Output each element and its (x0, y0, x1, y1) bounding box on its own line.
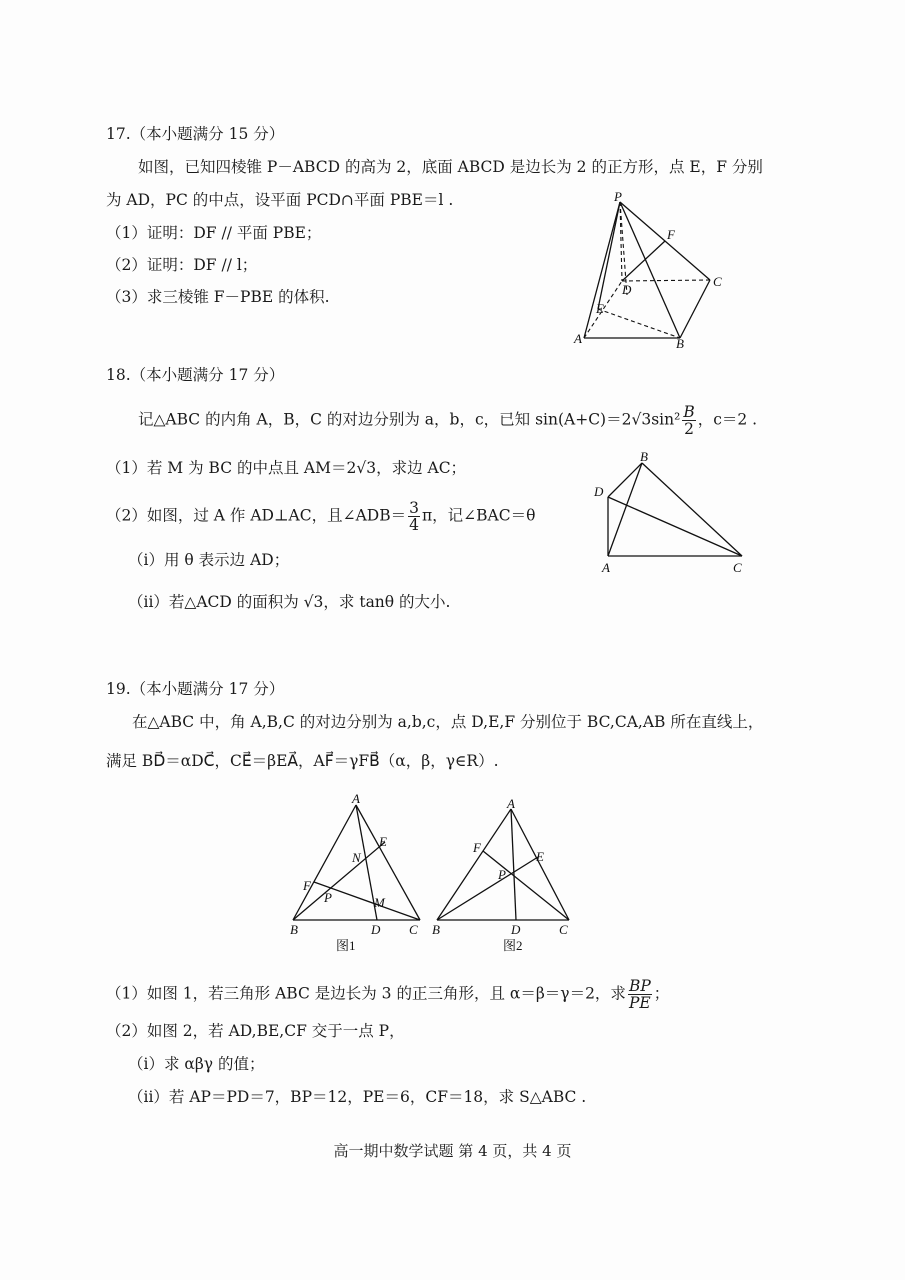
q17-stem-line1: 如图，已知四棱锥 P－ABCD 的高为 2，底面 ABCD 是边长为 2 的正方形，点 E，F 分别 (138, 158, 763, 176)
q19-figure1 (282, 790, 432, 955)
q18-label-B: B (640, 449, 648, 464)
q19-fig2-label-P: P (498, 867, 506, 882)
q18-part2-b: π，记∠BAC＝θ (421, 506, 536, 525)
q18-label-C: C (733, 560, 742, 575)
q18-part2 (106, 500, 535, 533)
q19-figure2 (425, 795, 575, 955)
q19-fig2-label-B: B (432, 922, 440, 937)
q19-fig1-label-N: N (352, 850, 361, 865)
q19-fig1-label-E: E (379, 834, 387, 849)
q19-stem-line2: 满足 BD⃗＝αDC⃗，CE⃗＝βEA⃗，AF⃗＝γFB⃗（α，β，γ∈R）. (106, 752, 499, 770)
q19-fig2-label-A: A (507, 796, 515, 811)
q19-fig2-label-E: E (536, 849, 544, 864)
q18-heading: 18.（本小题满分 17 分） (106, 366, 285, 384)
q19-part1-b: ； (653, 984, 670, 1003)
q18-stem-part-a: 记△ABC 的内角 A，B，C 的对边分别为 a，b，c，已知 sin(A+C)＝2√3sin² (138, 410, 681, 429)
page-footer: 高一期中数学试题 第 4 页，共 4 页 (333, 1142, 572, 1160)
q17-label-P: P (614, 189, 622, 204)
q19-fig1-label-B: B (290, 922, 298, 937)
q19-fig2-label-C: C (559, 922, 568, 937)
q19-fig1-label-D: D (371, 922, 381, 937)
q19-part2-i: （i）求 αβγ 的值； (128, 1055, 265, 1073)
q19-fig2-label-F: F (473, 840, 481, 855)
q19-fig1-label-M: M (374, 895, 385, 910)
q19-part1 (106, 978, 669, 1011)
q19-fig1-label-F: F (303, 878, 311, 893)
q17-label-D: D (622, 282, 632, 297)
q18-stem-frac-denominator: 2 (684, 420, 694, 438)
q17-label-B: B (676, 336, 684, 351)
q18-part2-frac-numerator: 3 (409, 499, 419, 517)
q19-fig1-label-P: P (324, 890, 332, 905)
q18-stem-part-b: ，c＝2 . (697, 410, 758, 429)
q19-heading: 19.（本小题满分 17 分） (106, 680, 285, 698)
q17-label-E: E (596, 301, 604, 316)
q19-fig1-caption: 图1 (336, 938, 356, 953)
q18-part2-a: （2）如图，过 A 作 AD⊥AC，且∠ADB＝ (106, 506, 407, 525)
q18-stem-frac-numerator: B (683, 403, 695, 421)
q17-part1: （1）证明：DF // 平面 PBE； (106, 224, 322, 242)
q19-fig1-label-C: C (409, 922, 418, 937)
q18-part1: （1）若 M 为 BC 的中点且 AM＝2√3，求边 AC； (106, 459, 467, 477)
q19-part2: （2）如图 2，若 AD,BE,CF 交于一点 P， (106, 1022, 405, 1040)
q17-pyramid-figure (570, 185, 735, 355)
q19-fig2-caption: 图2 (503, 938, 523, 953)
q17-label-A: A (574, 331, 582, 346)
q18-label-A: A (602, 560, 610, 575)
q19-part1-frac-denominator: PE (628, 994, 651, 1012)
q19-part1-frac-numerator: BP (628, 977, 651, 995)
q19-stem-line1: 在△ABC 中，角 A,B,C 的对边分别为 a,b,c，点 D,E,F 分别位于 BC,CA,AB 所在直线上， (132, 713, 764, 731)
q18-part2-fraction (408, 500, 420, 533)
q18-part2-frac-denominator: 4 (409, 516, 419, 534)
q19-part2-ii: （ii）若 AP＝PD＝7，BP＝12，PE＝6，CF＝18，求 S△ABC . (128, 1088, 587, 1106)
q18-stem (138, 404, 757, 437)
q19-part1-a: （1）如图 1，若三角形 ABC 是边长为 3 的正三角形，且 α＝β＝γ＝2，求 (106, 984, 626, 1003)
q17-label-C: C (713, 274, 722, 289)
q18-stem-fraction (682, 404, 695, 437)
q17-part2: （2）证明：DF // l； (106, 256, 258, 274)
q17-heading: 17.（本小题满分 15 分） (106, 125, 285, 143)
q19-part1-fraction (628, 978, 652, 1011)
q17-part3: （3）求三棱锥 F－PBE 的体积. (106, 288, 330, 306)
q18-triangle-figure (588, 448, 758, 576)
q17-stem-line2: 为 AD，PC 的中点，设平面 PCD∩平面 PBE＝l . (106, 191, 454, 209)
q18-label-D: D (594, 484, 604, 499)
q18-part2-ii: （ii）若△ACD 的面积为 √3，求 tanθ 的大小. (128, 593, 451, 611)
q19-fig1-label-A: A (352, 791, 360, 806)
q17-label-F: F (667, 227, 675, 242)
q19-fig2-label-D: D (511, 922, 521, 937)
q18-part2-i: （i）用 θ 表示边 AD； (128, 551, 290, 569)
